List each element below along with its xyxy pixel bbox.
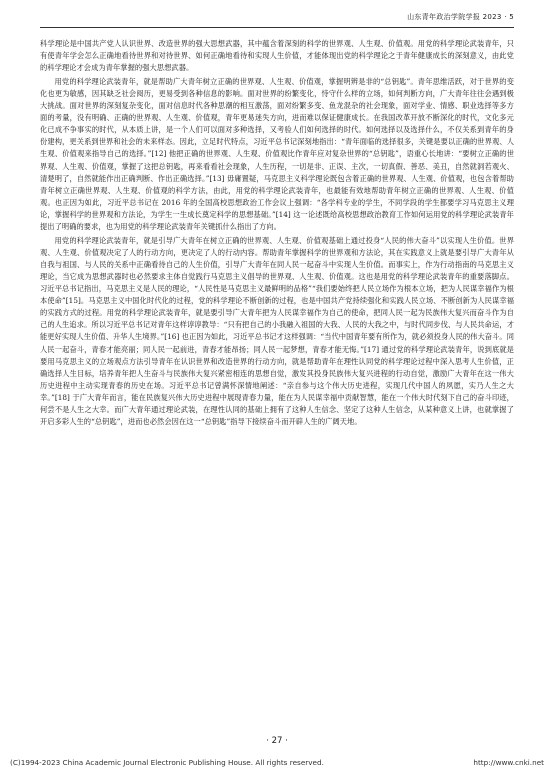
article-body	[40, 38, 514, 430]
body-paragraph-1: 科学理论是中国共产党人认识世界、改造世界的强大思想武器，其中蕴含着深刻的科学的世界观、人生观、价值观。用党的科学理论武装青年，只有使青年学会怎么正确地看待世界和对待世界、如何正确地看待和实现人生价值，才能体现出党的科学理论之于青年健康成长的深刻意义，由此党的科学理论才会成为青年掌握的强大思想武器。	[40, 39, 514, 73]
publisher-url[interactable]: http://www.cnki.net	[473, 758, 544, 767]
body-paragraph-3: 用党的科学理论武装青年，就是引导广大青年在树立正确的世界观、人生观、价值观基础上通过投身“人民的伟大奋斗”以实现人生价值。世界观、人生观、价值观决定了人的行动方向，更决定了人的行动内容。帮助青年掌握科学的世界观和方法论，其在实践意义上就是要引导广大青年从自我与祖国、与人民的关系中正确看待自己的人生价值，引导广大青年在同人民一起奋斗中实现人生价值。而事实上，作为行动指南的马克思主义理论，当它成为思想武器时也必然要求主体自觉践行马克思主义倡导的世界观、人生观、价值观。这也是用党的科学理论武装青年的重要落脚点。习近平总书记指出，马克思主义是人民的理论，“人民性是马克思主义最鲜明的品格”“我们要始终把人民立场作为根本立场，把为人民谋幸福作为根本使命”[15]。马克思主义中国化时代化的过程，党的科学理论不断创新的过程，也是中国共产党持续强化和实践人民立场、不断创新为人民谋幸福的实践方式的过程。用党的科学理论武装青年，就是要引导广大青年把为人民谋幸福作为自己的使命，把同人民一起为民族伟大复兴而奋斗作为自己的人生追求。所以习近平总书记对青年这样谆谆教导：“只有把自己的小我融入祖国的大我、人民的大我之中，与时代同步伐、与人民共命运，才能更好实现人生价值、升华人生境界。”[16] 也正因为如此，习近平总书记才这样强调：“当代中国青年要有所作为，就必须投身人民的伟大奋斗。同人民一起奋斗，青春才能亮丽；同人民一起前进，青春才能昂扬；同人民一起梦想，青春才能无悔。”[17] 通过党的科学理论武装青年，说到底就是要用马克思主义的立场观点方法引导青年在认识世界和改造世界的行动方向，就是帮助青年在理性认同党的科学理论过程中深入思考人生价值，正确选择人生目标，培养青年把人生奋斗与民族伟大复兴紧密相连的思想自觉，激发其投身民族伟大复兴进程的行动自觉，激励广大青年在这一伟大历史进程中主动实现青春的历史在场。习近平总书记曾满怀深情地阐述：“亲自参与这个伟大历史进程，实现几代中国人的夙愿，实乃人生之大幸。”[18] 于广大青年而言，能在民族复兴伟大历史进程中展现青春力量，能在为人民谋幸福中贡献智慧，能在一个伟大时代刻下自己的奋斗印迹，何尝不是人生之大幸。而广大青年通过理论武装，在理性认同的基础上拥有了这种人生信念、坚定了这种人生信念，从某种意义上讲，也就掌握了开启多彩人生的“总钥匙”，进而也必然会因在这一“总钥匙”指导下接续奋斗而开辟人生的广阔天地。	[40, 235, 514, 427]
copyright-notice: (C)1994-2023 China Academic Journal Electronic Publishing House. All rights reserved.	[10, 758, 324, 767]
body-paragraph-2: 用党的科学理论武装青年，就是帮助广大青年树立正确的世界观、人生观、价值观，掌握明辨是非的“总钥匙”。青年思维活跃，对于世界的变化也更为敏感，因其缺乏社会阅历，更易受到各种信息的影响。面对世界的纷繁变化，恃守什么样的立场，如何判断方向，广大青年往往会遇到极大挑战。面对世界的深刻复杂变化，面对信息时代各种思潮的相互激荡，面对纷繁多变、鱼龙混杂的社会现象，面对学业、情感、职业选择等多方面的考量，没有明确、正确的世界观、人生观、价值观，青年更易迷失方向，进而难以保证健康成长。在我国改革开放不断深化的时代，文化多元化已成不争事实的时代，从本质上讲，是一个人们可以面对多种选择，又考验人们如何选择的时代。如何选择以及选择什么，不仅关系到青年的身份建构，更关系到世界和社会的未来样态。因此，立足时代特点，习近平总书记深刻地指出：“青年面临的选择很多，关键是要以正确的世界观、人生观、价值观来指导自己的选择。”[12] 他把正确的世界观、人生观、价值观比作青年应对复杂世界的“总钥匙”，语重心长地讲：“要树立正确的世界观、人生观、价值观，掌握了这把总钥匙，再来看看社会现象，人生历程，一切是非、正误、主次，一切真假、善恶、美丑，自然就洞若观火、清楚明了，自然就能作出正确判断、作出正确选择。”[13] 毋庸置疑，马克思主义科学理论既包含着正确的世界观、人生观、价值观，也包含着帮助青年树立正确世界观、人生观、价值观的科学方法，由此，用党的科学理论武装青年，也最能有效地帮助青年树立正确的世界观、人生观、价值观。也正因为如此，习近平总书记在 2016 年的全国高校思想政治工作会议上强调：“各学科专业的学生，不同学段的学生都要学习马克思主义理论，掌握科学的世界观和方法论，为学生一生成长奠定科学的思想基础。”[14] 这一论述既给高校思想政治教育工作如何运用党的科学理论武装青年提出了明确的要求，也为用党的科学理论武装青年关键抓什么指出了方向。	[40, 76, 514, 231]
page-number: · 27 ·	[266, 736, 288, 746]
running-header	[40, 13, 514, 28]
journal-running-title: 山东青年政治学院学报 2023 · 5	[407, 13, 514, 21]
